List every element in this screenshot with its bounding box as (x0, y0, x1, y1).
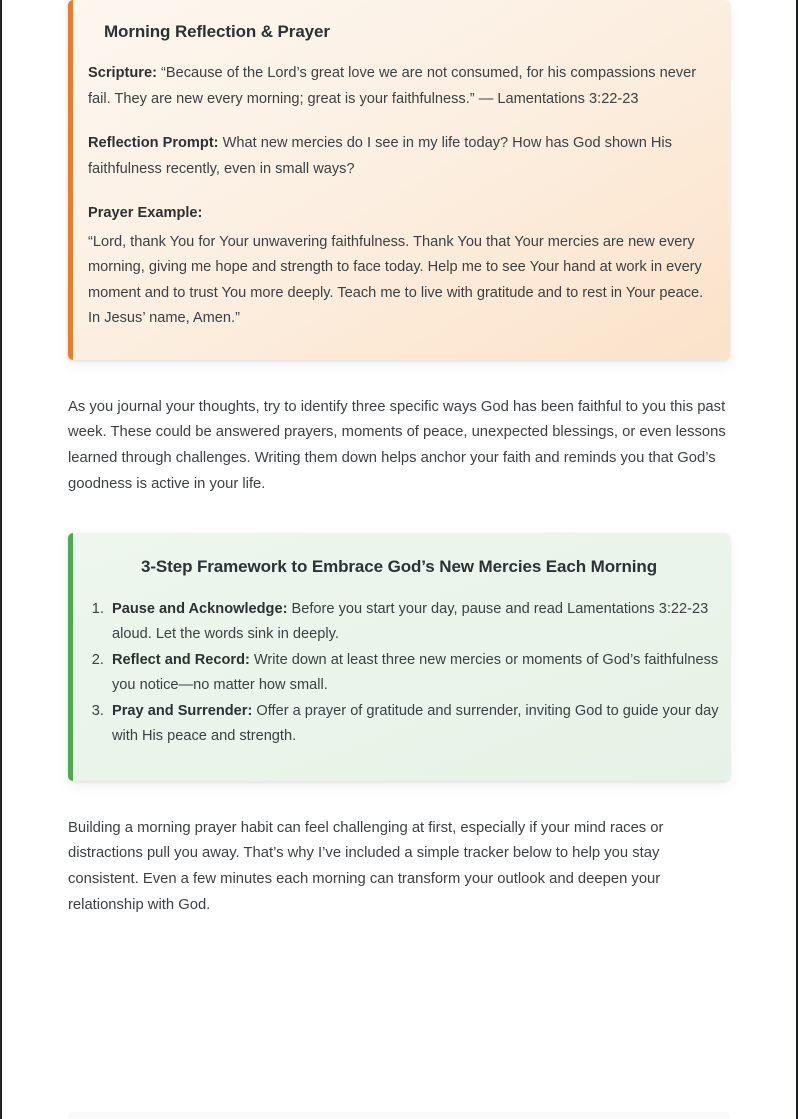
step-text: Before you start your day, pause and read Lamentations 3:22-23 aloud. Let the words sink in deeply. (112, 600, 709, 643)
prayer-example-heading (88, 201, 708, 227)
paragraph-after-framework: Building a morning prayer habit can feel challenging at first, especially if your mind races or distractions pull you away. That’s why I’ve included a simple tracker below to help you stay consistent. Even a few minutes each morning can transform your outlook and deepen your relationship with God. (68, 819, 664, 914)
callout-bottom-spacer (88, 332, 708, 360)
prayer-example-label: Prayer Example: (88, 205, 203, 221)
list-item (108, 699, 720, 750)
reflection-prompt-label: Reflection Prompt: (88, 135, 219, 151)
green-accent-bar (68, 533, 73, 781)
paragraph-after-reflection: As you journal your thoughts, try to identify three specific ways God has been faithful to you this past week. These could be answered prayers, moments of peace, unexpected blessings, or even lessons learned through challenges. Writing them down helps anchor your faith and reminds you that God’s goodness is active in your life. (68, 398, 726, 492)
reflection-prompt-text: What new mercies do I see in my life today? How has God shown His faithfulness recently, even in small ways? (88, 135, 672, 177)
article-content (68, 0, 730, 919)
scripture-label: Scripture: (88, 65, 157, 81)
reflection-card-body (68, 61, 730, 360)
framework-step-list (68, 597, 730, 750)
scripture-paragraph (88, 61, 708, 112)
list-item (108, 597, 720, 648)
scripture-text: “Because of the Lord’s great love we are not consumed, for his compassions never fail. They are new every morning; great is your faithfulness.” — Lamentations 3:22-23 (88, 65, 697, 107)
morning-reflection-callout (68, 0, 730, 360)
framework-bottom-spacer (68, 750, 730, 781)
orange-accent-bar (68, 0, 73, 360)
step-label: Pause and Acknowledge: (112, 600, 288, 617)
step-text: Write down at least three new mercies or moments of God’s faithfulness you notice—no matter how small. (112, 651, 719, 694)
next-section-top-edge (68, 1112, 730, 1119)
step-label: Pray and Surrender: (112, 702, 253, 719)
framework-card-title: 3-Step Framework to Embrace God’s New Mercies Each Morning (141, 556, 657, 576)
reflection-prompt-paragraph (88, 131, 708, 182)
viewport-left-edge (0, 0, 2, 1119)
step-text: Offer a prayer of gratitude and surrender, inviting God to guide your day with His peace and strength. (112, 702, 719, 745)
spacer-after-framework-callout (68, 781, 730, 816)
spacer-after-reflection-callout (68, 360, 730, 395)
spacer-before-framework-callout (68, 498, 730, 533)
prayer-example-text: “Lord, thank You for Your unwavering faithfulness. Thank You that Your mercies are new every morning, giving me hope and strength to face today. Help me to see Your hand at work in every moment and to trust You more deeply. Teach me to live with gratitude and to rest in Your peace. In Jesus’ name, Amen.” (88, 233, 704, 326)
framework-callout (68, 533, 730, 781)
step-label: Reflect and Record: (112, 651, 250, 668)
reflection-card-title: Morning Reflection & Prayer (104, 22, 330, 41)
list-item (108, 648, 720, 699)
